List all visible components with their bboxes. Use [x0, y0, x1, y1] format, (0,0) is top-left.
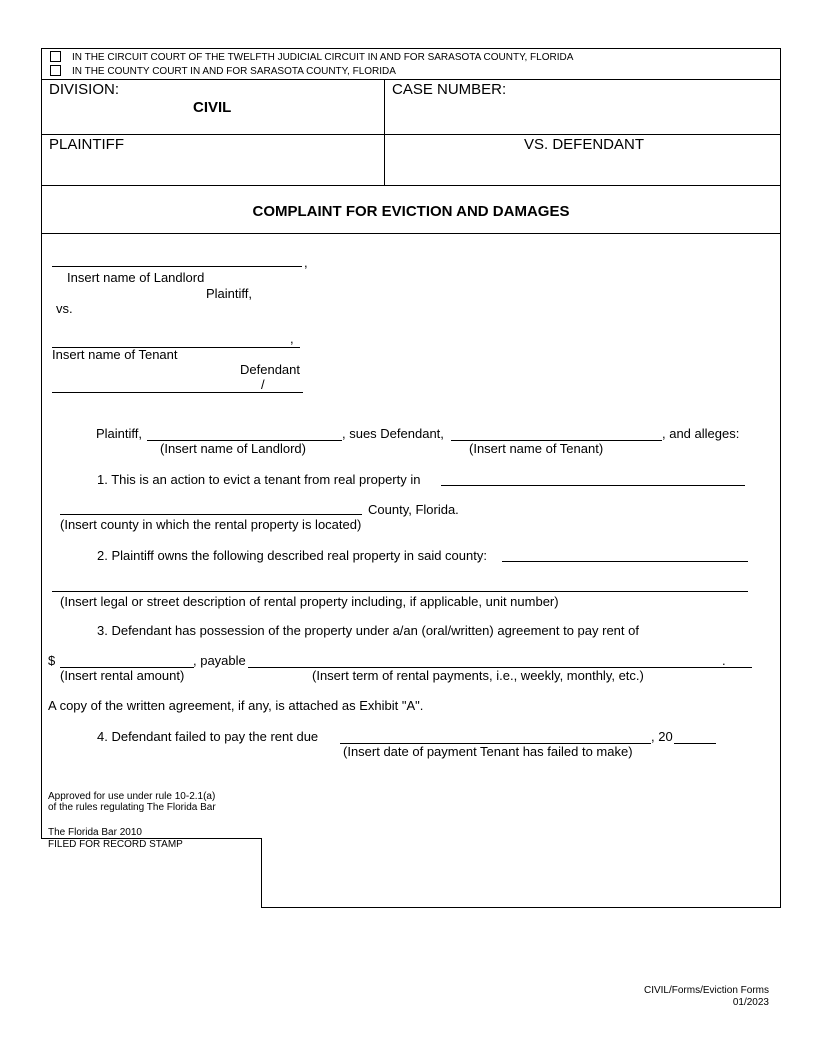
stamp-box-left [261, 838, 262, 908]
defendant-label: VS. DEFENDANT [524, 136, 645, 153]
header-divider-1 [41, 79, 781, 80]
plaintiff-label: PLAINTIFF [49, 136, 125, 153]
header-divider-3 [41, 185, 781, 186]
property-location-field[interactable] [441, 485, 745, 486]
paragraph-3-period: . [722, 653, 726, 668]
intro-landlord-hint: (Insert name of Landlord) [160, 441, 306, 456]
intro-sues: , sues Defendant, [342, 426, 444, 441]
defendant-word: Defendant [240, 362, 300, 377]
form-path: CIVIL/Forms/Eviction Forms [643, 985, 769, 996]
case-number-label: CASE NUMBER: [392, 81, 507, 98]
header-divider-2 [41, 134, 781, 135]
division-value: CIVIL [193, 99, 232, 116]
county-field[interactable] [60, 514, 362, 515]
paragraph-4: 4. Defendant failed to pay the rent due [97, 729, 319, 744]
payable-label: , payable [193, 653, 246, 668]
tenant-hint: Insert name of Tenant [52, 347, 178, 362]
frame-left [41, 234, 42, 839]
paragraph-1-hint: (Insert county in which the rental property is located) [60, 517, 362, 532]
exhibit-text: A copy of the written agreement, if any, is attached as Exhibit "A". [48, 698, 424, 713]
intro-alleges: , and alleges: [662, 426, 740, 441]
intro-tenant-hint: (Insert name of Tenant) [469, 441, 604, 456]
dollar-sign: $ [48, 653, 56, 668]
paragraph-3: 3. Defendant has possession of the property under a/an (oral/written) agreement to pay rent of [97, 623, 639, 638]
division-label: DIVISION: [49, 81, 120, 98]
tenant-comma: , [290, 331, 294, 346]
paragraph-4-hint: (Insert date of payment Tenant has failed to make) [343, 744, 633, 759]
approval-line-1: Approved for use under rule 10-2.1(a) [48, 791, 216, 802]
rent-term-hint: (Insert term of rental payments, i.e., weekly, monthly, etc.) [312, 668, 644, 683]
circuit-court-checkbox[interactable] [50, 51, 61, 62]
stamp-label: FILED FOR RECORD STAMP [48, 839, 183, 850]
form-date: 01/2023 [732, 997, 769, 1008]
header-column-divider [384, 79, 385, 185]
plaintiff-word: Plaintiff, [206, 286, 253, 301]
rent-amount-hint: (Insert rental amount) [60, 668, 185, 683]
stamp-box-bottom [261, 907, 781, 908]
circuit-court-label: IN THE CIRCUIT COURT OF THE TWELFTH JUDICIAL CIRCUIT IN AND FOR SARASOTA COUNTY, FLORIDA [72, 52, 574, 63]
landlord-name-field[interactable] [52, 266, 302, 267]
approval-line-2: of the rules regulating The Florida Bar [48, 802, 216, 813]
year-field[interactable] [674, 743, 716, 744]
vs-label: vs. [56, 301, 73, 316]
frame-right [780, 234, 781, 908]
property-description-field[interactable] [52, 591, 748, 592]
paragraph-1: 1. This is an action to evict a tenant from real property in [97, 472, 421, 487]
county-court-label: IN THE COUNTY COURT IN AND FOR SARASOTA COUNTY, FLORIDA [72, 66, 396, 77]
paragraph-2-hint: (Insert legal or street description of rental property including, if applicable, unit number) [60, 594, 559, 609]
caption-closing-line [52, 392, 303, 393]
caption-slash: / [261, 377, 265, 392]
intro-plaintiff: Plaintiff, [96, 426, 143, 441]
county-court-checkbox[interactable] [50, 65, 61, 76]
property-owned-field[interactable] [502, 561, 748, 562]
florida-bar-year: The Florida Bar 2010 [48, 827, 142, 838]
form-title: COMPLAINT FOR EVICTION AND DAMAGES [252, 203, 570, 220]
paragraph-2: 2. Plaintiff owns the following described real property in said county: [97, 548, 487, 563]
landlord-comma: , [304, 255, 308, 270]
year-prefix: , 20 [651, 729, 673, 744]
paragraph-1-county: County, Florida. [368, 502, 459, 517]
landlord-hint: Insert name of Landlord [67, 270, 205, 285]
